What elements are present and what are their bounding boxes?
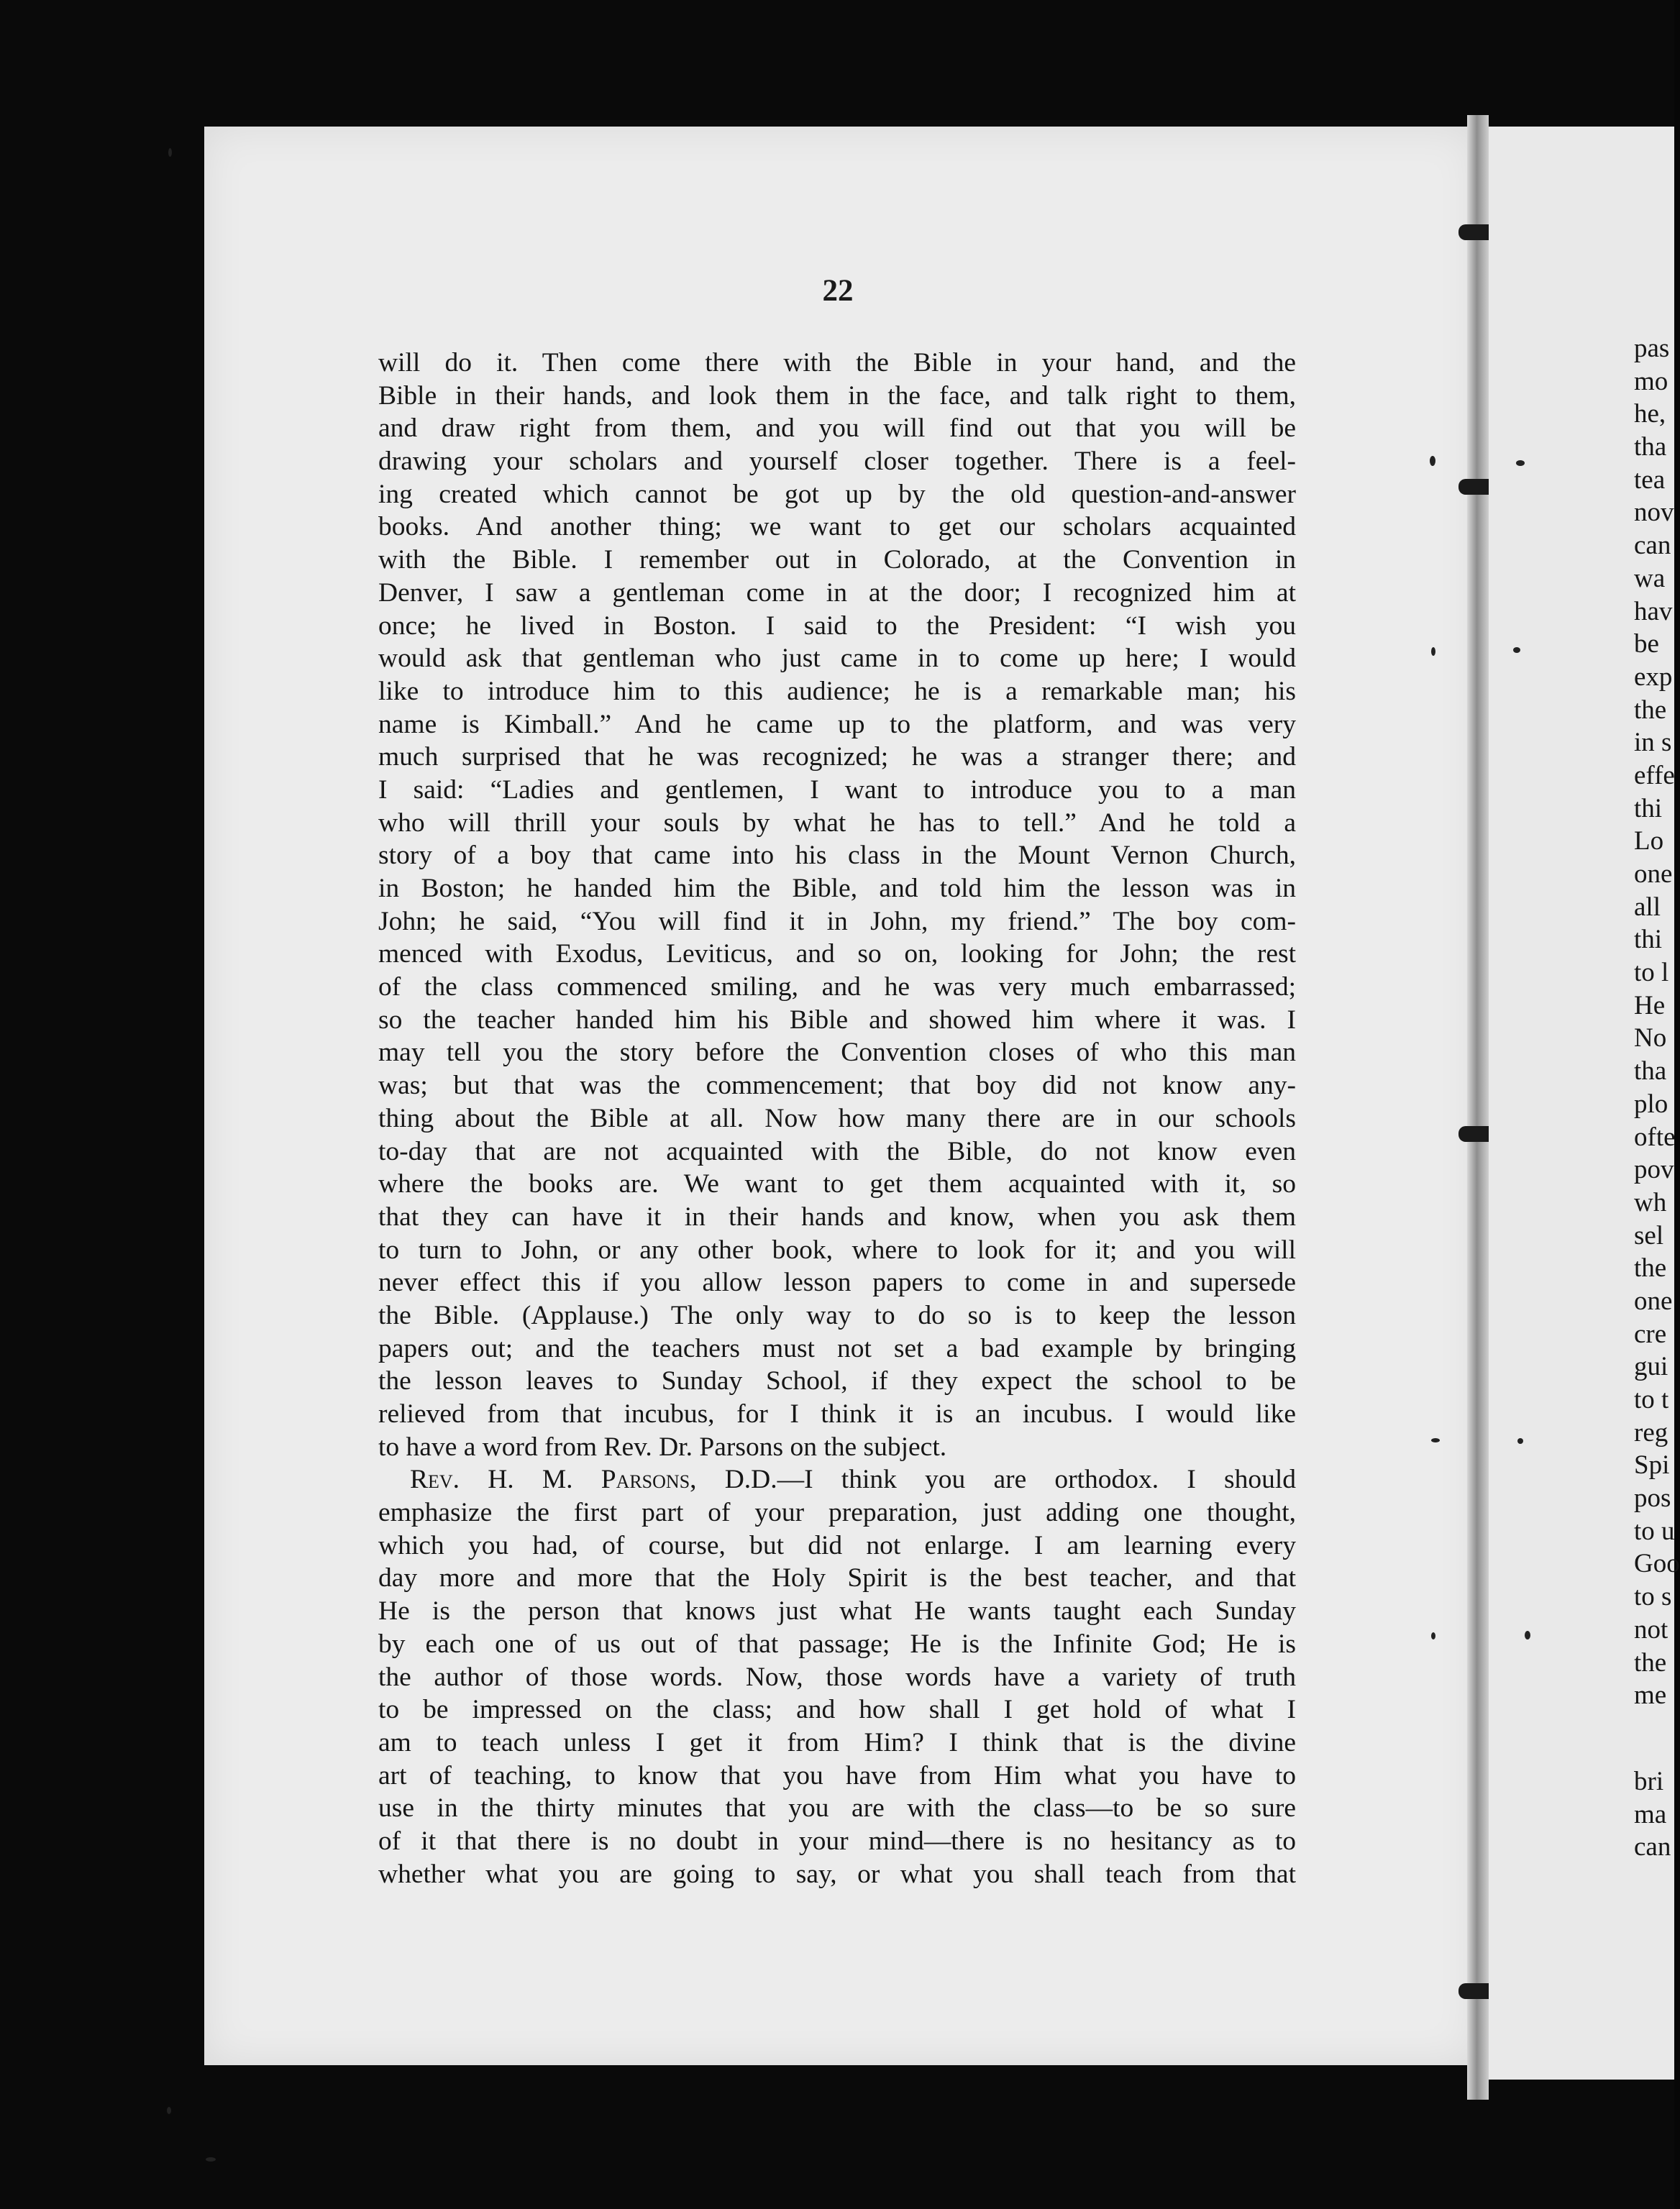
text-line: like to introduce him to this audience; he is a remarkable man; his — [378, 676, 1296, 706]
fragment: the — [1634, 695, 1667, 725]
scan-speck — [1513, 647, 1520, 653]
fragment: tha — [1634, 1056, 1667, 1087]
page-number: 22 — [822, 274, 854, 308]
fragment: effe — [1634, 760, 1675, 790]
fragment: thi — [1634, 925, 1663, 955]
text-line: may tell you the story before the Convention closes of who this man — [378, 1038, 1296, 1068]
fragment: tea — [1634, 465, 1666, 495]
scan-speck — [206, 2157, 216, 2162]
paragraph-gap — [1634, 1712, 1680, 1765]
text-line: emphasize the first part of your preparation, just adding one thought, — [378, 1498, 1296, 1528]
text-line: and draw right from them, and you will find out that you will be — [378, 413, 1296, 444]
text-line: so the teacher handed him his Bible and showed him where it was. I — [378, 1005, 1296, 1035]
text-line: with the Bible. I remember out in Colorado, at the Convention in — [378, 545, 1296, 575]
fragment: all — [1634, 892, 1661, 922]
text-line: which you had, of course, but did not enlarge. I am learning every — [378, 1530, 1296, 1560]
text-line: to turn to John, or any other book, where to look for it; and you will — [378, 1235, 1296, 1265]
fragment: in s — [1634, 728, 1672, 758]
text-line: Denver, I saw a gentleman come in at the door; I recognized him at — [378, 577, 1296, 608]
fragment: gui — [1634, 1352, 1668, 1382]
fragment: be — [1634, 629, 1659, 659]
fragment: cre — [1634, 1319, 1667, 1349]
fragment: pas — [1634, 334, 1670, 363]
text-line: the lesson leaves to Sunday School, if they expect the school to be — [378, 1366, 1296, 1396]
fragment: wh — [1634, 1187, 1667, 1217]
fragment: one — [1634, 859, 1673, 889]
fragment: reg — [1634, 1417, 1668, 1447]
fragment: hav — [1634, 596, 1673, 626]
text-line: menced with Exodus, Leviticus, and so on, looking for John; the rest — [378, 939, 1296, 969]
speaker-name: Rev. H. M. Parsons, D.D. — [410, 1465, 777, 1495]
fragment: ofte — [1634, 1122, 1676, 1152]
fragment: the — [1634, 1253, 1667, 1284]
fragment: to t — [1634, 1385, 1669, 1414]
text-line: much surprised that he was recognized; he was a stranger there; and — [378, 742, 1296, 772]
text-line: I said: “Ladies and gentlemen, I want to introduce you to a man — [378, 774, 1296, 805]
scan-speck — [1431, 1632, 1435, 1639]
text-line: who will thrill your souls by what he has to tell.” And he told a — [378, 808, 1296, 838]
scan-speck — [1430, 456, 1435, 466]
text-line: story of a boy that came into his class in the Mount Vernon Church, — [378, 841, 1296, 871]
fragment: to u — [1634, 1516, 1675, 1546]
text-line: was; but that was the commencement; that boy did not know any- — [378, 1071, 1296, 1101]
text-line: of it that there is no doubt in your mind—there is no hesitancy as to — [378, 1826, 1296, 1856]
fragment: not — [1634, 1614, 1668, 1645]
fragment: thi — [1634, 793, 1663, 823]
text-line: by each one of us out of that passage; He is the Infinite God; He is — [378, 1629, 1296, 1659]
text-line: once; he lived in Boston. I said to the President: “I wish you — [378, 610, 1296, 641]
text-line: the author of those words. Now, those words have a variety of truth — [378, 1662, 1296, 1692]
scan-speck — [1431, 1438, 1440, 1442]
text-line: art of teaching, to know that you have from Him what you have to — [378, 1760, 1296, 1790]
fragment: to s — [1634, 1582, 1672, 1612]
text-line: to-day that are not acquainted with the Bible, do not know even — [378, 1136, 1296, 1166]
text-line: ing created which cannot be got up by the old question-and-answer — [378, 479, 1296, 509]
fragment: sel — [1634, 1220, 1664, 1250]
text-line: of the class commenced smiling, and he was very much embarrassed; — [378, 972, 1296, 1002]
text-line: name is Kimball.” And he came up to the platform, and was very — [378, 709, 1296, 739]
fragment: to l — [1634, 958, 1669, 988]
text-line: never effect this if you allow lesson papers to come in and supersede — [378, 1268, 1296, 1298]
fragment: one — [1634, 1286, 1673, 1316]
right-page-text-fragments — [1634, 332, 1680, 1864]
scan-speck — [168, 148, 172, 157]
fragment: mo — [1634, 366, 1668, 396]
fragment: wa — [1634, 563, 1666, 593]
text-line: relieved from that incubus, for I think it is an incubus. I would like — [378, 1399, 1296, 1429]
text-line: where the books are. We want to get them acquainted with it, so — [378, 1169, 1296, 1199]
page-gutter — [1467, 115, 1489, 2100]
scan-speck — [1517, 1438, 1523, 1444]
text-line: Bible in their hands, and look them in the face, and talk right to them, — [378, 380, 1296, 411]
fragment: exp — [1634, 662, 1673, 692]
fragment: nov — [1634, 498, 1674, 528]
text-line: books. And another thing; we want to get our scholars acquainted — [378, 512, 1296, 542]
fragment: Lo — [1634, 826, 1664, 856]
speaker-line — [378, 1463, 1296, 1496]
fragment: pos — [1634, 1483, 1671, 1514]
scan-speck — [1516, 460, 1525, 466]
body-text — [378, 347, 1296, 1890]
fragment: plo — [1634, 1089, 1668, 1119]
fragment: He — [1634, 990, 1666, 1020]
text-line: He is the person that knows just what He wants taught each Sunday — [378, 1596, 1296, 1627]
scan-speck — [1525, 1631, 1530, 1639]
fragment: can — [1634, 1832, 1671, 1862]
fragment: he, — [1634, 399, 1666, 429]
text-line: whether what you are going to say, or what you shall teach from that — [378, 1859, 1296, 1889]
text-line: John; he said, “You will find it in John, my friend.” The boy com- — [378, 906, 1296, 936]
text-line: day more and more that the Holy Spirit is the best teacher, and that — [378, 1563, 1296, 1593]
text-line: thing about the Bible at all. Now how many there are in our schools — [378, 1103, 1296, 1133]
text-line: to have a word from Rev. Dr. Parsons on the subject. — [378, 1432, 947, 1462]
fragment: ma — [1634, 1799, 1667, 1829]
text-line: to be impressed on the class; and how shall I get hold of what I — [378, 1695, 1296, 1725]
fragment: the — [1634, 1647, 1667, 1678]
fragment: bri — [1634, 1766, 1664, 1796]
fragment: Spi — [1634, 1450, 1670, 1481]
text-line: will do it. Then come there with the Bible in your hand, and the — [378, 348, 1296, 378]
text-line: drawing your scholars and yourself closer together. There is a feel- — [378, 447, 1296, 477]
text-line: would ask that gentleman who just came in to come up here; I would — [378, 644, 1296, 674]
text-line: papers out; and the teachers must not set a bad example by bringing — [378, 1333, 1296, 1363]
text-line: in Boston; he handed him the Bible, and told him the lesson was in — [378, 874, 1296, 903]
fragment: No — [1634, 1023, 1667, 1053]
fragment: tha — [1634, 432, 1667, 462]
text-line: the Bible. (Applause.) The only way to do so is to keep the lesson — [378, 1300, 1296, 1330]
scan-speck — [1431, 647, 1435, 656]
fragment: can — [1634, 531, 1671, 561]
fragment: pov — [1634, 1155, 1674, 1185]
text-line: am to teach unless I get it from Him? I think that is the divine — [378, 1727, 1296, 1757]
speaker-line-rest: —I think you are orthodox. I should — [777, 1465, 1296, 1495]
text-line: that they can have it in their hands and know, when you ask them — [378, 1202, 1296, 1232]
fragment: me — [1634, 1680, 1667, 1711]
scan-speck — [167, 2107, 171, 2114]
fragment: Goo — [1634, 1549, 1680, 1579]
text-line: use in the thirty minutes that you are with the class—to be so sure — [378, 1793, 1296, 1824]
